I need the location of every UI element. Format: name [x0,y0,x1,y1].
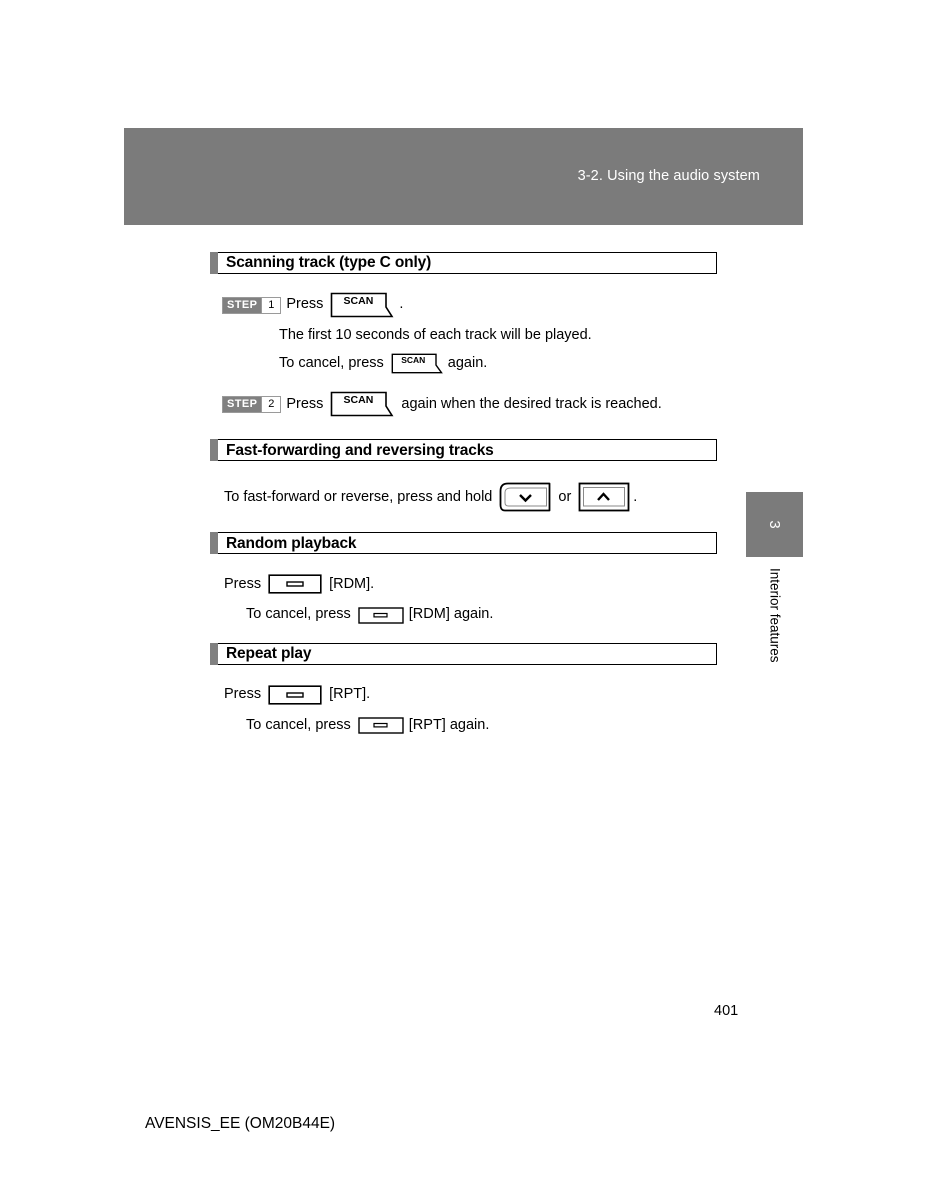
section-heading-repeat-play [210,643,717,665]
scan-key-icon[interactable] [330,292,394,318]
random-cancel-after: [RDM] again. [408,606,494,623]
chapter-label-vertical [746,566,803,676]
chevron-down-icon[interactable] [499,482,551,512]
fast-forward-after-text: . [633,488,638,505]
heading-bar [218,252,717,274]
scan-key-small-label: SCAN [401,355,426,366]
step-1-cancel-after: again. [447,355,488,372]
step-2-line [222,391,717,417]
chapter-thumb-tab [746,492,803,557]
heading-text: Random playback [226,534,357,552]
step-1-press-label: Press [286,296,324,313]
heading-bar [218,439,717,461]
heading-accent-bar [210,439,218,461]
fast-forward-middle-text: or [558,488,572,505]
heading-accent-bar [210,532,218,554]
page-header-band [124,128,803,225]
step-1-cancel-before: To cancel, press [279,355,384,372]
repeat-cancel-line [246,717,717,734]
page-content [210,252,717,734]
step-1-word: STEP [223,298,261,313]
scan-key-2-label: SCAN [343,394,374,407]
scan-key-icon-small[interactable] [391,353,443,374]
dash-key-icon-small[interactable] [358,717,404,734]
step-1-sub-line-1 [279,327,717,344]
heading-accent-bar [210,643,218,665]
running-head-title: 3-2. Using the audio system [577,168,760,184]
random-after-text: [RDM]. [329,575,375,592]
section-heading-scanning-track [210,252,717,274]
step-2-word: STEP [223,397,261,412]
step-1-sub-text-1: The first 10 seconds of each track will be played. [279,327,592,343]
random-press-line [224,574,717,594]
heading-text: Scanning track (type C only) [226,254,432,272]
heading-bar [218,643,717,665]
dash-key-icon[interactable] [268,685,322,705]
step-2-trailing: again when the desired track is reached. [401,395,662,412]
scan-key-icon-2[interactable] [330,391,394,417]
scan-key-label: SCAN [343,294,374,307]
chapter-label-text: Interior features [767,568,783,663]
page-number: 401 [714,1003,739,1019]
step-1-trailing: . [399,296,404,313]
dash-key-icon[interactable] [268,574,322,594]
chapter-number: 3 [766,520,783,529]
heading-bar [218,532,717,554]
step-1-number: 1 [261,298,280,313]
section-heading-fast-forward [210,439,717,461]
repeat-after-text: [RPT]. [329,686,371,703]
random-cancel-line [246,606,717,623]
step-1-line [222,292,717,318]
step-2-badge [222,396,281,413]
step-1-badge [222,297,281,314]
heading-text: Fast-forwarding and reversing tracks [226,441,494,459]
step-1-sub-line-2 [279,353,717,374]
repeat-cancel-after: [RPT] again. [408,716,490,733]
dash-key-icon-small[interactable] [358,607,404,624]
section-heading-random-playback [210,532,717,554]
fast-forward-body-line [224,482,717,512]
heading-text: Repeat play [226,645,312,663]
footer-document-code: AVENSIS_EE (OM20B44E) [145,1115,336,1132]
heading-accent-bar [210,252,218,274]
repeat-press-label: Press [224,686,262,703]
step-2-number: 2 [261,397,280,412]
step-2-press-label: Press [286,395,324,412]
repeat-cancel-before: To cancel, press [246,716,351,733]
chevron-up-icon[interactable] [578,482,630,512]
fast-forward-before-text: To fast-forward or reverse, press and hold [224,488,493,505]
repeat-press-line [224,685,717,705]
random-cancel-before: To cancel, press [246,606,351,623]
random-press-label: Press [224,575,262,592]
